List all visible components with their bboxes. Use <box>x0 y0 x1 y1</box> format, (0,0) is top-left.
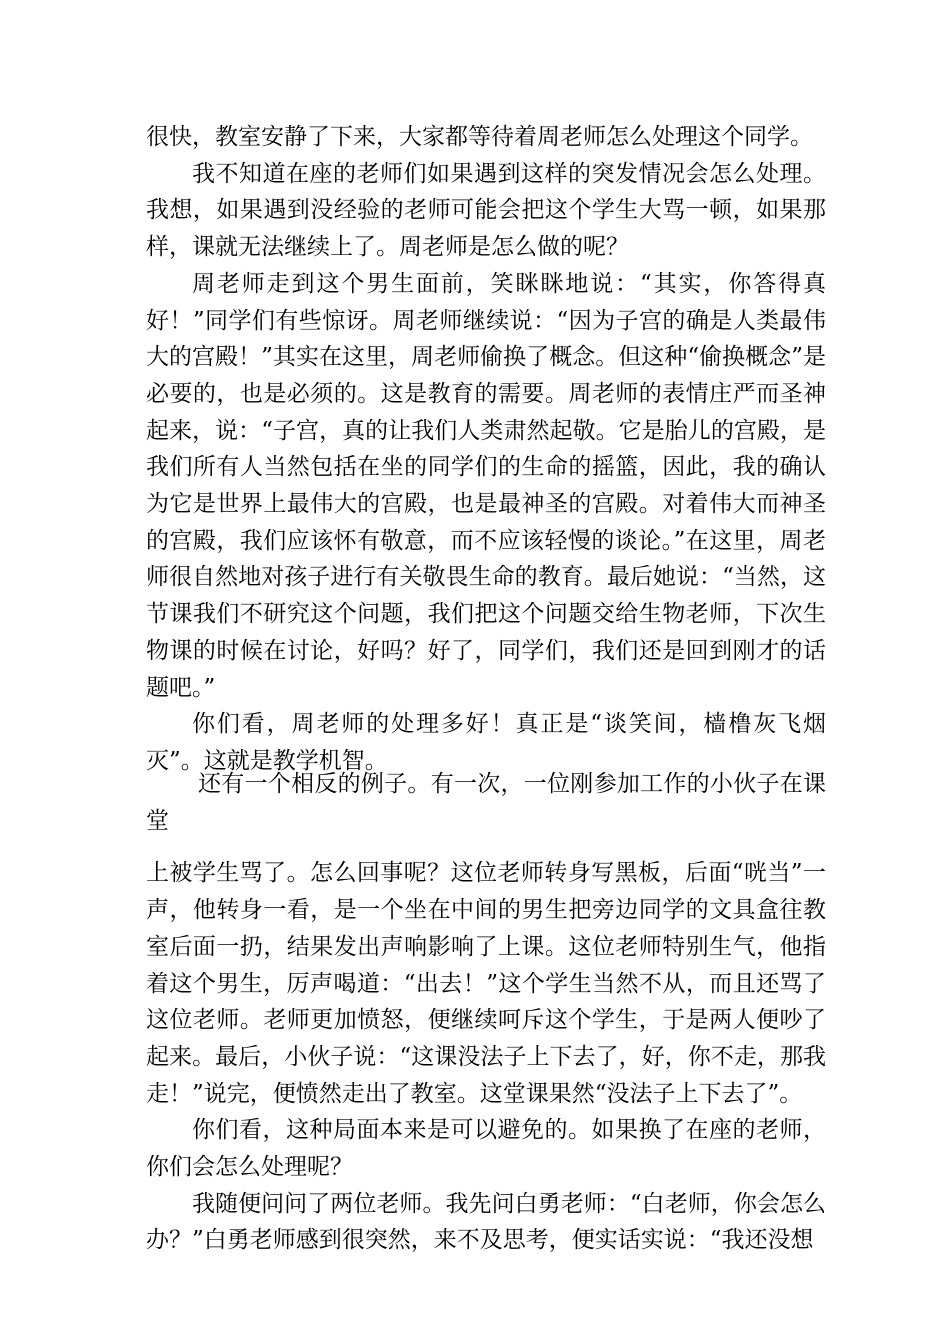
text-block-upper <box>146 119 826 780</box>
paragraph-3: 周老师走到这个男生面前，笑眯眯地说：“其实，你答得真好！”同学们有些惊讶。周老师继续说：“因为子宫的确是人类最伟大的宫殿！”其实在这里，周老师偷换了概念。但这种“偷换概念”是必要的，也是必须的。这是教育的需要。周老师的表情庄严而圣神起来，说：“子宫，真的让我们人类肃然起敬。它是胎儿的宫殿，是我们所有人当然包括在坐的同学们的生命的摇篮，因此，我的确认为它是世界上最伟大的宫殿，也是最神圣的宫殿。对着伟大而神圣的宫殿，我们应该怀有敬意，而不应该轻慢的谈论。”在这里，周老师很自然地对孩子进行有关敬畏生命的教育。最后她说：“当然，这节课我们不研究这个问题，我们把这个问题交给生物老师，下次生物课的时候在讨论，好吗？好了，同学们，我们还是回到刚才的话题吧。” <box>146 270 826 701</box>
paragraph-6: 上被学生骂了。怎么回事呢？这位老师转身写黑板，后面“咣当”一声，他转身一看，是一个坐在中间的男生把旁边同学的文具盒往教室后面一扔，结果发出声响影响了上课。这位老师特别生气，他指着这个男生，厉声喝道：“出去！”这个学生当然不从，而且还骂了这位老师。老师更加愤怒，便继续呵斥这个学生，于是两人便吵了起来。最后，小伙子说：“这课没法子上下去了，好，你不走，那我走！”说完，便愤然走出了教室。这堂课果然“没法子上下去了”。 <box>146 860 826 1107</box>
paragraph-7: 你们看，这种局面本来是可以避免的。如果换了在座的老师，你们会怎么处理呢？ <box>146 1117 826 1181</box>
paragraph-5: 还有一个相反的例子。有一次，一位刚参加工作的小伙子在课堂 <box>146 771 826 834</box>
text-block-lower <box>146 766 826 1259</box>
paragraph-8: 我随便问问了两位老师。我先问白勇老师：“白老师，你会怎么办？”白勇老师感到很突然，来不及思考，便实话实说：“我还没想 <box>146 1190 826 1254</box>
paragraph-4: 你们看，周老师的处理多好！真正是“谈笑间，樯橹灰飞烟灭”。这就是教学机智。 <box>146 711 826 774</box>
paragraph-2: 我不知道在座的老师们如果遇到这样的突发情况会怎么处理。我想，如果遇到没经验的老师可能会把这个学生大骂一顿，如果那样，课就无法继续上了。周老师是怎么做的呢？ <box>146 160 826 261</box>
paragraph-1: 很快，教室安静了下来，大家都等待着周老师怎么处理这个同学。 <box>146 124 813 150</box>
